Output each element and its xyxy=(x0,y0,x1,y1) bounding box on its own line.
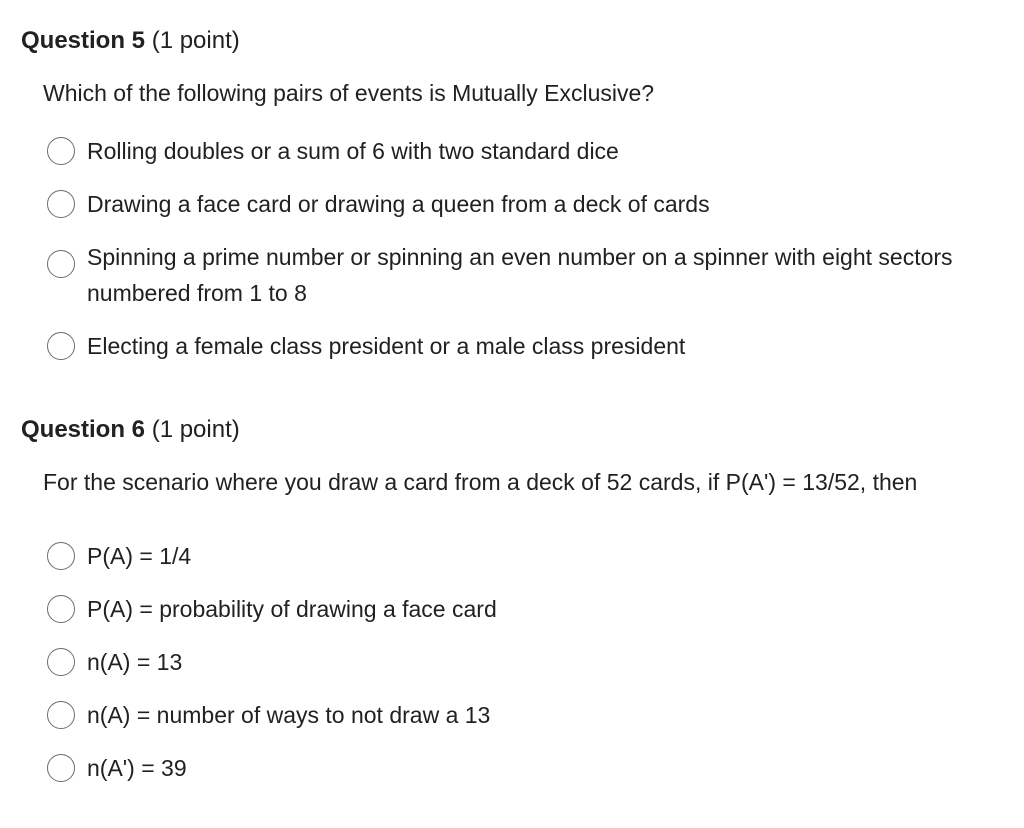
radio-button[interactable] xyxy=(47,542,75,570)
answer-option[interactable] xyxy=(47,328,974,364)
answer-option-label: Electing a female class president or a male class president xyxy=(87,333,686,359)
question-title: Question 6 xyxy=(21,416,146,443)
answer-option-label: Rolling doubles or a sum of 6 with two standard dice xyxy=(87,138,619,164)
answer-option[interactable] xyxy=(47,644,974,680)
answer-options xyxy=(0,133,1024,364)
answer-option-label: n(A) = number of ways to not draw a 13 xyxy=(87,702,491,728)
answer-option[interactable] xyxy=(47,697,974,733)
radio-button[interactable] xyxy=(47,701,75,729)
radio-button[interactable] xyxy=(47,595,75,623)
radio-button[interactable] xyxy=(47,137,75,165)
radio-button[interactable] xyxy=(47,648,75,676)
question-points: (1 point) xyxy=(151,416,240,443)
question-6 xyxy=(0,411,1024,803)
question-title: Question 5 xyxy=(21,27,146,54)
question-prompt: For the scenario where you draw a card from a deck of 52 cards, if P(A') = 13/52, then xyxy=(43,469,918,495)
answer-option[interactable] xyxy=(47,133,974,169)
radio-button[interactable] xyxy=(47,332,75,360)
radio-button[interactable] xyxy=(47,250,75,278)
answer-option[interactable] xyxy=(47,538,974,574)
question-prompt: Which of the following pairs of events is Mutually Exclusive? xyxy=(43,80,655,106)
answer-option-label: Drawing a face card or drawing a queen from a deck of cards xyxy=(87,191,710,217)
answer-options xyxy=(0,538,1024,786)
radio-button[interactable] xyxy=(47,190,75,218)
answer-option[interactable] xyxy=(47,750,974,786)
answer-option-label: n(A) = 13 xyxy=(87,649,183,675)
answer-option-label: n(A') = 39 xyxy=(87,755,187,781)
answer-option[interactable] xyxy=(47,186,974,222)
answer-option-label: Spinning a prime number or spinning an even number on a spinner with eight sectors numbered from 1 to 8 xyxy=(87,244,953,306)
answer-option-label: P(A) = 1/4 xyxy=(87,543,192,569)
answer-option-label: P(A) = probability of drawing a face card xyxy=(87,596,497,622)
question-header xyxy=(21,22,1024,60)
question-header xyxy=(21,411,1024,449)
question-5 xyxy=(0,22,1024,381)
answer-option[interactable] xyxy=(47,239,974,311)
question-points: (1 point) xyxy=(151,27,240,54)
radio-button[interactable] xyxy=(47,754,75,782)
answer-option[interactable] xyxy=(47,591,974,627)
